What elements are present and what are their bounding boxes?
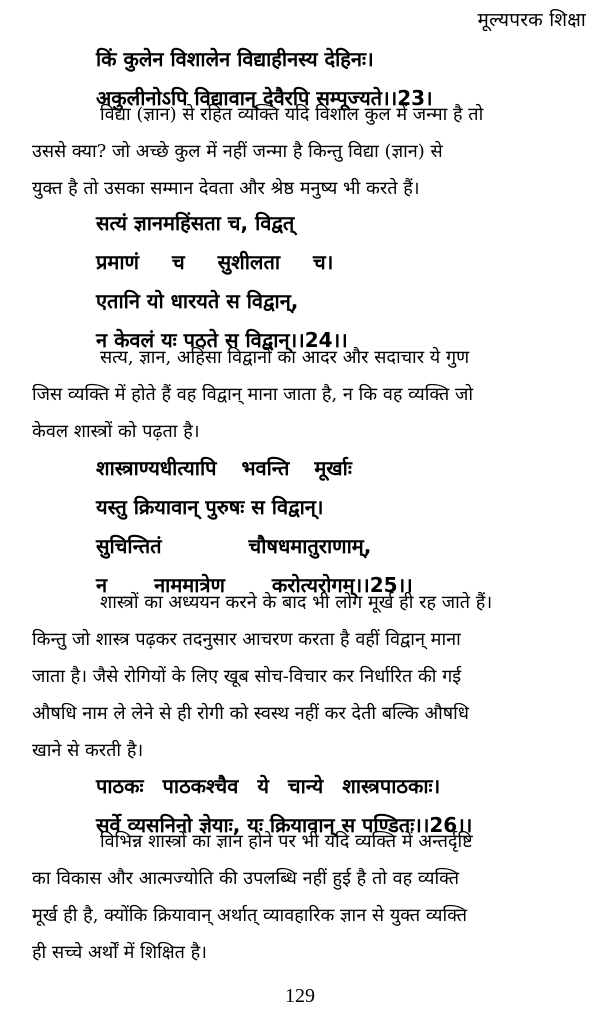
verse-24 xyxy=(96,204,566,360)
translation-paragraph xyxy=(32,96,572,207)
paragraph-line: जिस व्यक्ति में होते हैं वह विद्वान् माना जाता है, न कि वह व्यक्ति जो xyxy=(32,384,474,405)
paragraph-line: मूर्ख ही है, क्योंकि क्रियावान् अर्थात् व्यावहारिक ज्ञान से युक्त व्यक्ति xyxy=(32,905,468,926)
verse-line: न केवलं यः पठते स विद्वान्।।24।। xyxy=(96,328,348,352)
paragraph-line: केवल शास्त्रों को पढ़ता है। xyxy=(32,421,200,442)
verse-line: शास्त्राण्यधीत्यापि भवन्ति मूर्खाः xyxy=(96,456,352,480)
paragraph-line: जाता है। जैसे रोगियों के लिए खूब सोच-विचार कर निर्धारित की गई xyxy=(32,666,462,687)
running-header: मूल्यपरक शिक्षा xyxy=(477,9,586,31)
paragraph-line: विभिन्न शास्त्रों का ज्ञान होने पर भी यदि व्यक्ति में अन्तर्दृष्टि xyxy=(100,831,473,852)
paragraph-line: शास्त्रों का अध्ययन करने के बाद भी लोग मूर्ख ही रह जाते हैं। xyxy=(100,592,493,613)
verse-line: यस्तु क्रियावान् पुरुषः स विद्वान्। xyxy=(96,495,324,519)
verse-line: सुचिन्तितं चौषधमातुराणाम्, xyxy=(96,534,372,558)
verse-line: सर्वे व्यसनिनो ज्ञेयाः, यः क्रियावान् स पण्डितः।।26।। xyxy=(96,813,473,837)
verse-line: न नाममात्रेण करोत्यरोगम्।।25।। xyxy=(96,573,413,597)
translation-paragraph xyxy=(32,584,572,769)
paragraph-line: युक्त है तो उसका सम्मान देवता और श्रेष्ठ मनुष्य भी करते हैं। xyxy=(32,178,420,199)
paragraph-line: सत्य, ज्ञान, अहिंसा विद्वानों का आदर और सदाचार ये गुण xyxy=(100,347,470,368)
verse-line: एतानि यो धारयते स विद्वान्, xyxy=(96,289,299,313)
translation-paragraph xyxy=(32,823,572,971)
paragraph-line: विद्या (ज्ञान) से रहित व्यक्ति यदि विशाल कुल में जन्मा है तो xyxy=(100,104,484,125)
paragraph-line: औषधि नाम ले लेने से ही रोगी को स्वस्थ नहीं कर देती बल्कि औषधि xyxy=(32,703,469,724)
verse-line: प्रमाणं च सुशीलता च। xyxy=(96,250,334,274)
verse-line: किं कुलेन विशालेन विद्याहीनस्य देहिनः। xyxy=(96,47,374,71)
translation-paragraph xyxy=(32,339,572,450)
paragraph-line: खाने से करती है। xyxy=(32,740,144,761)
verse-line: पाठकः पाठकश्चैव ये चान्ये शास्त्रपाठकाः। xyxy=(96,774,441,798)
paragraph-line: ही सच्चे अर्थों में शिक्षित है। xyxy=(32,942,208,963)
paragraph-line: किन्तु जो शास्त्र पढ़कर तदनुसार आचरण करता है वहीं विद्वान् माना xyxy=(32,629,461,650)
verse-25 xyxy=(96,449,566,605)
verse-line: अकुलीनोऽपि विद्यावान् देवैरपि सम्पूज्यते।।23। xyxy=(96,86,433,110)
paragraph-line: उससे क्या? जो अच्छे कुल में नहीं जन्मा है किन्तु विद्या (ज्ञान) से xyxy=(32,141,443,162)
paragraph-line: का विकास और आत्मज्योति की उपलब्धि नहीं हुई है तो वह व्यक्ति xyxy=(32,868,460,889)
page-number: 129 xyxy=(285,985,315,1007)
verse-line: सत्यं ज्ञानमहिंसता च, विद्वत् xyxy=(96,211,295,235)
